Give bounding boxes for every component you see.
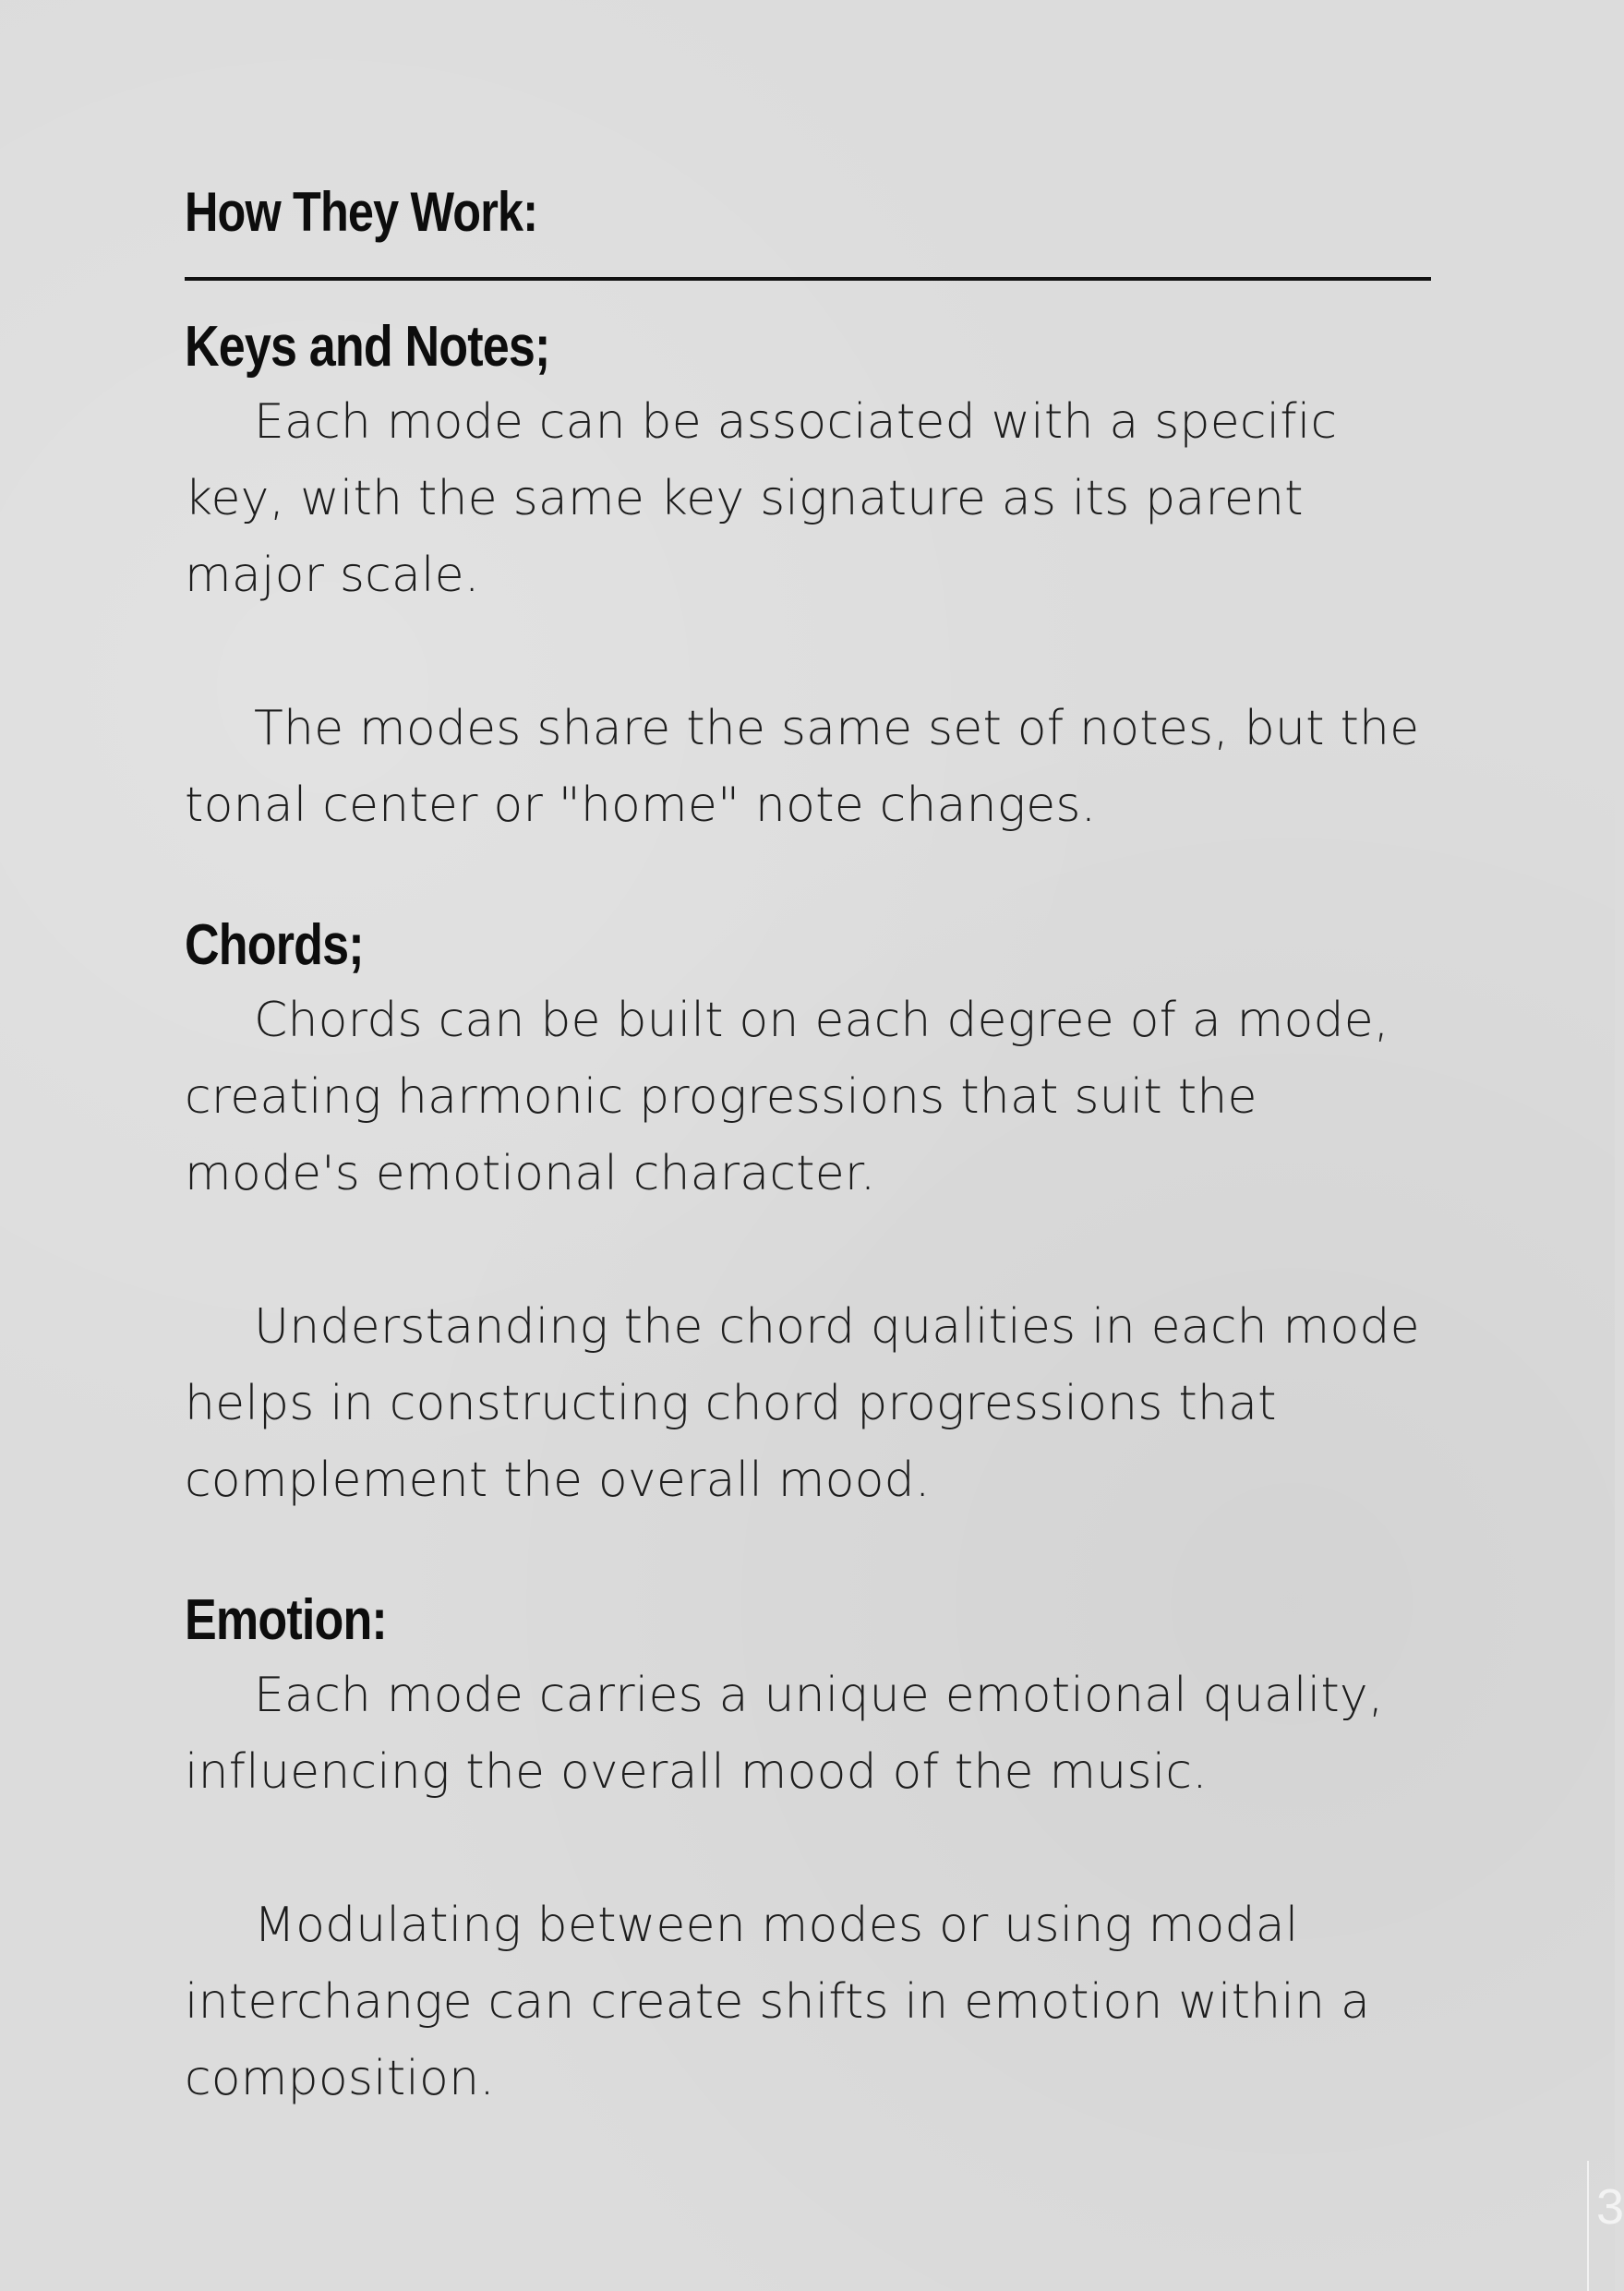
document-content bbox=[185, 175, 1431, 2117]
section-heading-keys-and-notes: Keys and Notes; bbox=[185, 315, 550, 379]
paragraph-spacer bbox=[185, 1811, 1431, 1887]
page-title: How They Work: bbox=[185, 181, 538, 243]
paragraph-emotion-2: Modulating between modes or using modal interchange can create shifts in emotion within a composition. bbox=[185, 1898, 1371, 2106]
paragraph-spacer bbox=[185, 1212, 1431, 1289]
paragraph-chords-1: Chords can be built on each degree of a mode, creating harmonic progressions that suit the mode's emotional character. bbox=[185, 993, 1389, 1201]
section-heading-emotion: Emotion: bbox=[185, 1588, 387, 1652]
paragraph-chords-2: Understanding the chord qualities in each mode helps in constructing chord progressions that complement the overall mood. bbox=[185, 1299, 1420, 1508]
title-divider bbox=[185, 277, 1431, 281]
page-number: 3 bbox=[1587, 2161, 1615, 2291]
paragraph-spacer bbox=[185, 614, 1431, 691]
paragraph-keys-2: The modes share the same set of notes, but the tonal center or "home" note changes. bbox=[185, 701, 1420, 833]
section-heading-chords: Chords; bbox=[185, 913, 364, 977]
paragraph-keys-1: Each mode can be associated with a specific key, with the same key signature as its parent major scale. bbox=[185, 394, 1338, 603]
paragraph-emotion-1: Each mode carries a unique emotional quality, influencing the overall mood of the music. bbox=[185, 1668, 1384, 1800]
